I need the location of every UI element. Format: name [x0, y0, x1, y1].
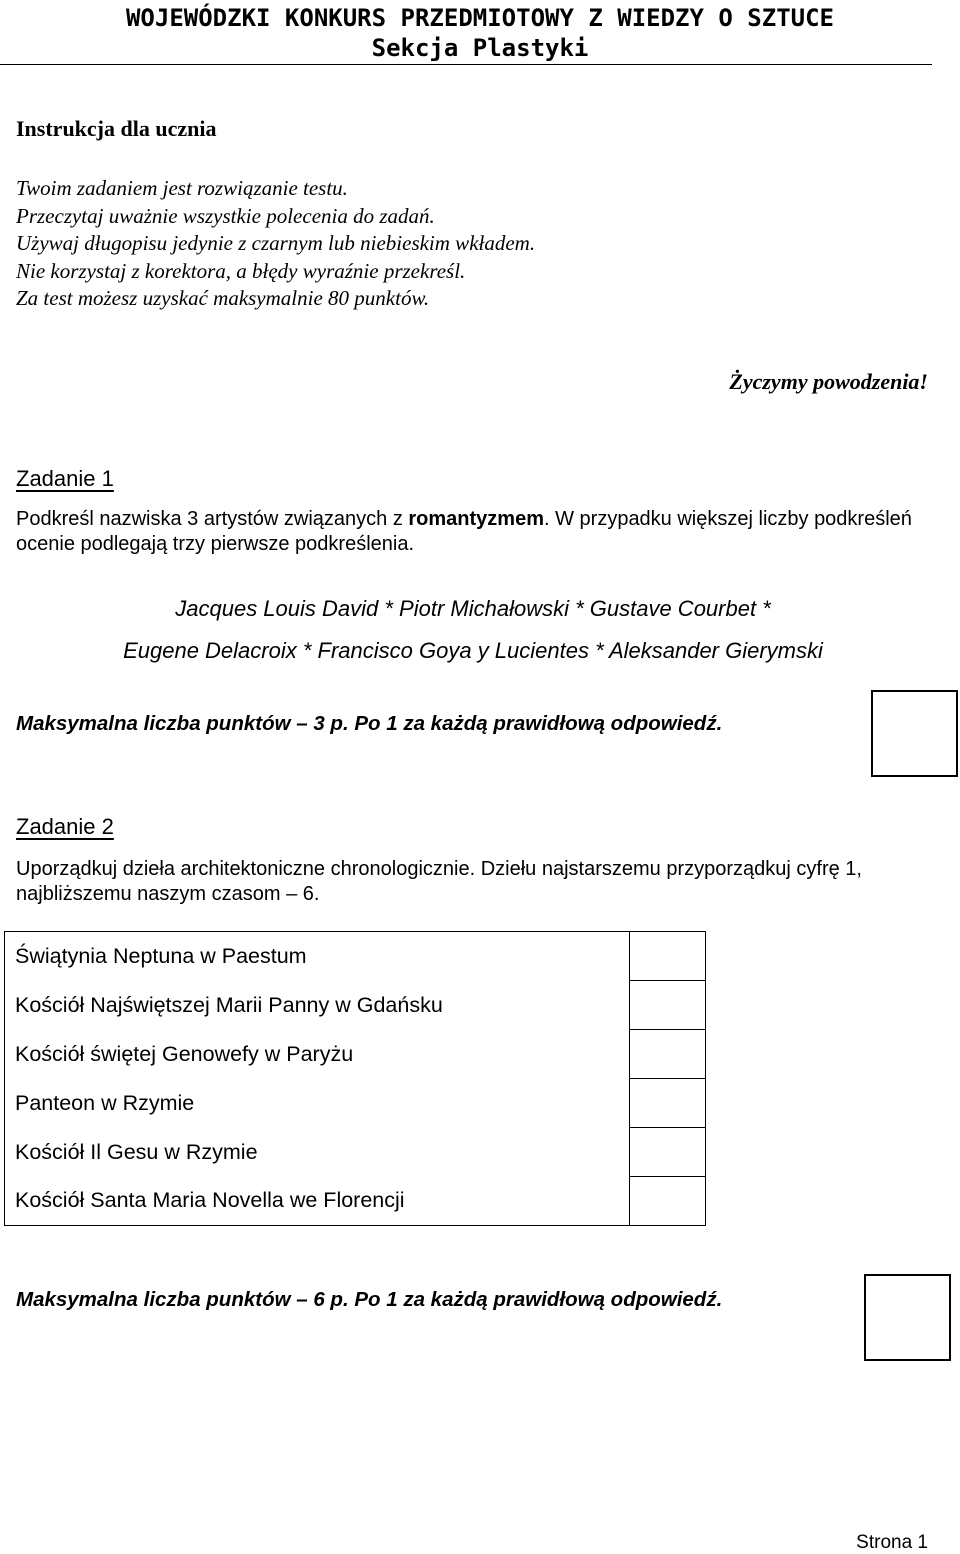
header-divider — [0, 64, 932, 65]
instruction-line: Za test możesz uzyskać maksymalnie 80 punktów. — [16, 286, 430, 310]
instruction-line: Twoim zadaniem jest rozwiązanie testu. — [16, 176, 348, 200]
order-answer-cell[interactable] — [630, 1079, 706, 1128]
order-answer-cell[interactable] — [630, 1128, 706, 1177]
instructions-title: Instrukcja dla ucznia — [16, 116, 217, 141]
building-name: Panteon w Rzymie — [5, 1079, 630, 1128]
task1-text-before: Podkreśl nazwiska 3 artystów związanych z — [16, 508, 409, 530]
artists-line-1: Jacques Louis David * Piotr Michałowski * Gustave Courbet * — [175, 596, 771, 621]
building-name: Kościół Santa Maria Novella we Florencji — [5, 1177, 630, 1226]
task1-text-bold: romantyzmem — [408, 508, 544, 530]
instructions-list — [16, 175, 535, 313]
table-row — [5, 932, 706, 981]
task1-points: Maksymalna liczba punktów – 3 p. Po 1 za każdą prawidłową odpowiedź. — [16, 712, 723, 735]
building-name: Kościół Il Gesu w Rzymie — [5, 1128, 630, 1177]
table-row — [5, 1177, 706, 1226]
instruction-line: Nie korzystaj z korektora, a błędy wyraźnie przekreśl. — [16, 258, 466, 283]
page-number: Strona 1 — [856, 1532, 928, 1553]
good-luck-text: Życzymy powodzenia! — [729, 369, 928, 394]
table-row — [5, 981, 706, 1030]
order-answer-cell[interactable] — [630, 1030, 706, 1079]
task1-title: Zadanie 1 — [16, 466, 114, 491]
document-header — [0, 0, 960, 63]
table-row — [5, 1128, 706, 1177]
competition-title: WOJEWÓDZKI KONKURS PRZEDMIOTOWY Z WIEDZY O SZTUCE — [125, 4, 834, 32]
ordering-table — [4, 931, 706, 1226]
section-subtitle: Sekcja Plastyki — [371, 34, 589, 62]
table-row — [5, 1030, 706, 1079]
table-row — [5, 1079, 706, 1128]
order-answer-cell[interactable] — [630, 1177, 706, 1226]
building-name: Świątynia Neptuna w Paestum — [5, 932, 630, 981]
instruction-line: Przeczytaj uważnie wszystkie polecenia do zadań. — [16, 203, 435, 228]
order-answer-cell[interactable] — [630, 981, 706, 1030]
task2-points: Maksymalna liczba punktów – 6 p. Po 1 za każdą prawidłową odpowiedź. — [16, 1288, 723, 1311]
task2-title: Zadanie 2 — [16, 814, 114, 839]
task2-instruction: Uporządkuj dzieła architektoniczne chronologicznie. Dziełu najstarszemu przyporządkuj cyfrę 1, najbliższemu naszym czasom – 6. — [16, 858, 862, 905]
task1-instruction — [16, 507, 936, 557]
task1-score-box[interactable] — [871, 690, 958, 777]
task2-score-box[interactable] — [864, 1274, 951, 1361]
building-name: Kościół Najświętszej Marii Panny w Gdańsku — [5, 981, 630, 1030]
building-name: Kościół świętej Genowefy w Paryżu — [5, 1030, 630, 1079]
instruction-line: Używaj długopisu jedynie z czarnym lub niebieskim wkładem. — [16, 231, 536, 255]
task1-text-after: . W przypadku większej liczby podkreśleń ocenie podlegają trzy pierwsze podkreślenia. — [16, 508, 912, 555]
artists-line-2: Eugene Delacroix * Francisco Goya y Lucientes * Aleksander Gierymski — [123, 638, 823, 663]
order-answer-cell[interactable] — [630, 932, 706, 981]
